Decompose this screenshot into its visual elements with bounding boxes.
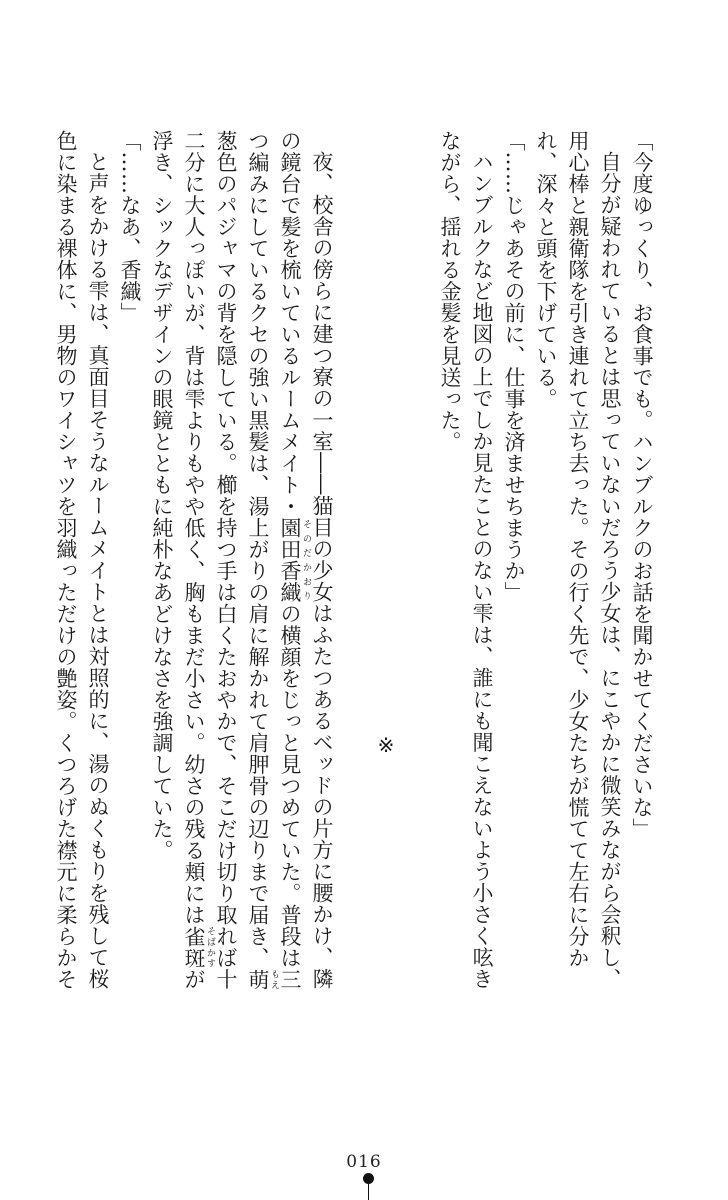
ruby-reading: そのだかおり — [301, 517, 311, 603]
folio-line-ornament — [368, 1184, 369, 1200]
page-number: 016 — [346, 1152, 382, 1172]
vertical-text-body — [54, 130, 658, 990]
dialogue-paragraph: 「……なあ、香織」 — [118, 130, 142, 324]
text-segment: 夜、校舎の傍らに建つ寮の一室――猫目の少女はふたつあるベッドの片方に腰かけ、隣の鏡台で髪を梳いているルームメイト・ — [278, 130, 334, 990]
narration-paragraph: ハンブルクなど地図の上でしか見たことのない雫は、誰にも聞こえないよう小さく呟きながら、揺れる金髪を見送った。 — [438, 130, 494, 990]
text-segment: の横顔をじっと見つめていた。普段は三つ編みにしているクセの強い黒髪は、湯上がりの肩に解かれて肩胛骨の辺りまで届き、 — [246, 130, 302, 990]
ruby-name-kaori: 園田香織 そのだかおり — [278, 517, 311, 603]
dialogue-paragraph: 「今度ゆっくり、お食事でも。ハンブルクのお話を聞かせてくださいな」 — [630, 130, 654, 840]
blank-line — [338, 130, 370, 990]
narration-paragraph: 自分が疑われているとは思っていないだろう少女は、にこやかに微笑みながら会釈し、用心棒と親衛隊を引き連れて立ち去った。その行く先で、少女たちが慌てて左右に分かれ、深々と頭を下げている。 — [534, 130, 622, 990]
ruby-reading: そばかす — [205, 925, 215, 969]
ruby-reading: もえ — [269, 968, 279, 990]
ruby-moe: 萌 もえ — [246, 968, 279, 990]
text-segment: が浮き、シックなデザインの眼鏡とともに純朴なあどけなさを強調していた。 — [150, 130, 206, 990]
blank-line — [402, 130, 434, 990]
scene-break-mark: ※ — [374, 732, 398, 758]
narration-paragraph: と声をかける雫は、真面目そうなルームメイトとは対照的に、湯のぬくもりを残して桜色に染まる裸体に、男物のワイシャツを羽織っただけの艶姿。くつろげた襟元に柔らかそ — [54, 130, 110, 990]
folio-dot-ornament — [363, 1173, 374, 1184]
narration-paragraph-with-ruby — [146, 130, 338, 990]
text-segment: 葱色のパジャマの背を隠している。櫛を持つ手は白くたおやかで、そこだけ切り取れば十二分に大人っぽいが、背は雫よりもやや低く、胸もまだ小さい。幼さの残る頬には — [182, 130, 238, 990]
dialogue-paragraph: 「……じゃあその前に、仕事を済ませちまうか」 — [502, 130, 526, 603]
ruby-sobakasu: 雀斑 そばかす — [182, 925, 215, 969]
